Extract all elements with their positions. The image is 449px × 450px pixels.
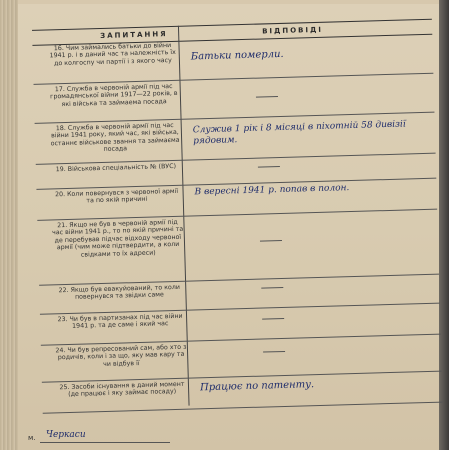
answer-22-dash xyxy=(261,287,283,289)
question-16: 16. Чим займались батьки до війни 1941 р. і в даний час та належність їх до колгоспу чи партії і з якого часу xyxy=(49,42,176,68)
question-20: 20. Коли повернувся з червоної армії та по якій причині xyxy=(54,187,179,205)
question-22: 22. Якщо був евакуйований, то коли повернувся та звідки саме xyxy=(58,283,181,302)
answer-25: Працює по патенту. xyxy=(199,379,315,394)
question-19: 19. Військова спеціальність № (ВУС) xyxy=(55,162,177,174)
answer-16: Батьки померли. xyxy=(190,48,284,63)
question-17: 17. Служба в червоній армії під час громадянської війни 1917—22 років, в які війська та займаема посада xyxy=(50,82,178,108)
page-stack-edge xyxy=(0,0,18,450)
header-answers: ВІДПОВІДІ xyxy=(262,25,323,36)
answer-24-dash xyxy=(263,351,285,353)
answer-17-dash xyxy=(256,96,278,98)
question-21: 21. Якщо не був в червоній армії під час війни 1941 р., то по якій причині та де перебував підчас відходу червоної армії (чим може підтвердити, а коли свідками то їх адреси) xyxy=(51,218,184,259)
question-23: 23. Чи був в партизанах під час війни 1941 р. та де саме і який час xyxy=(57,312,183,331)
answer-20: В вересні 1941 р. попав в полон. xyxy=(194,183,350,198)
row-21 xyxy=(37,210,439,286)
questionnaire-sheet xyxy=(28,19,445,450)
footer-city: Черкаси xyxy=(46,430,86,440)
answer-18: Служив 1 рік і 8 місяці в піхотній 58 дивізії рядовим. xyxy=(192,119,406,147)
header-questions: ЗАПИТАННЯ xyxy=(100,30,168,40)
answer-19-dash xyxy=(258,166,280,168)
footer-underline xyxy=(40,442,170,443)
answer-21-dash xyxy=(260,240,282,242)
question-25: 25. Засоби існування в даний момент (де працює і яку займає посаду) xyxy=(59,380,185,399)
footer-prefix: м. xyxy=(28,434,36,442)
question-24: 24. Чи був репресований сам, або хто з родичів, коли і за що, яку мав кару та чи відбув її xyxy=(55,343,187,368)
answer-23-dash xyxy=(262,318,284,320)
question-18: 18. Служба в червоній армії під час війни 1941 року, який час, які війська, останнє військове звання та займаєма посада xyxy=(50,121,180,154)
footer-place xyxy=(28,430,228,442)
